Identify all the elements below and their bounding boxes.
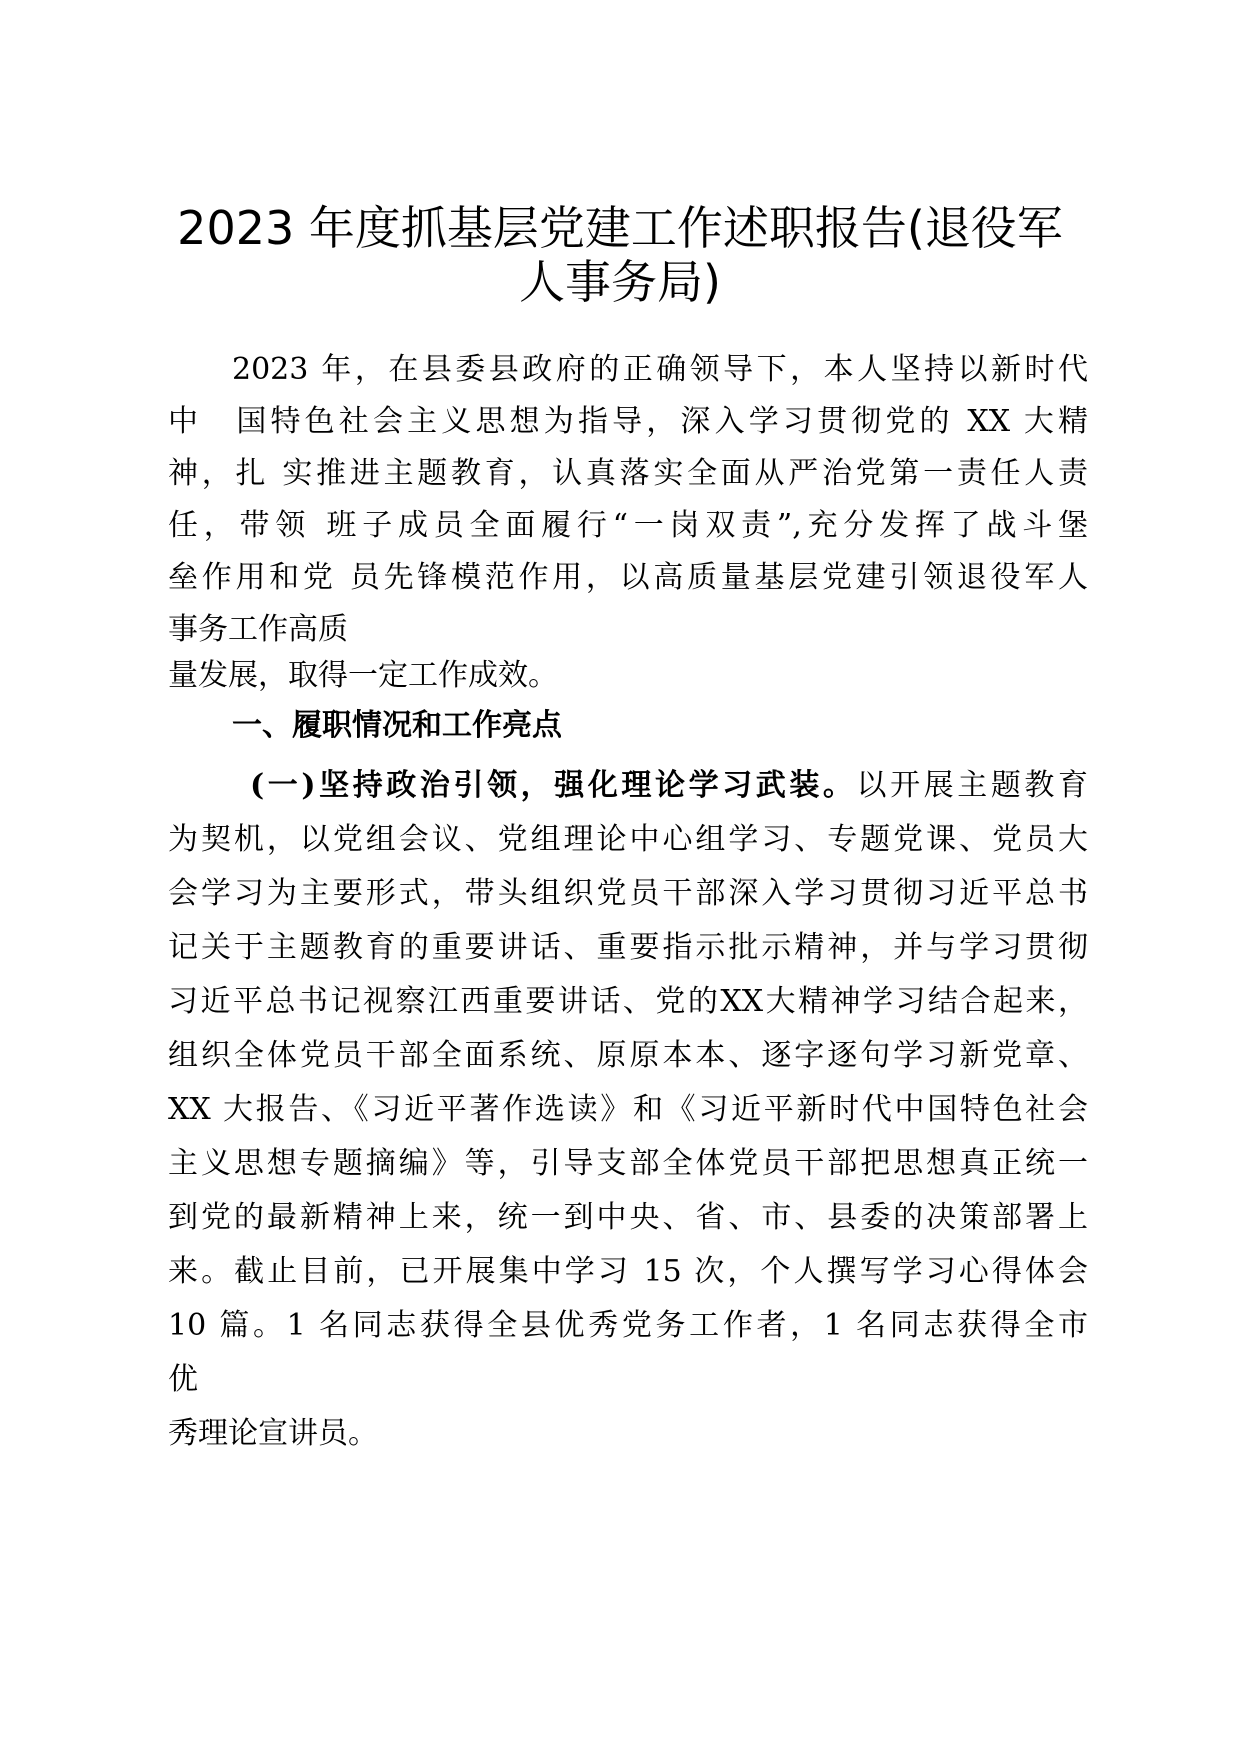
document-title-line-1: 2023 年度抓基层党建工作述职报告(退役军 — [177, 201, 1063, 255]
sub1-line-8: 主义思想专题摘编》等，引导支部全体党员干部把思想真正统一 — [168, 1146, 1088, 1181]
sub1-heading: (一)坚持政治引领，强化理论学习武装。 — [250, 768, 857, 803]
sub1-line-1 — [250, 766, 1088, 806]
intro-line-7: 量发展，取得一定工作成效。 — [168, 658, 558, 693]
sub1-line-10: 来。截止目前，已开展集中学习 15 次，个人撰写学习心得体会 — [168, 1254, 1088, 1289]
sub1-line-13: 秀理论宣讲员。 — [168, 1416, 378, 1451]
sub1-line-7: XX 大报告、《习近平著作选读》和《习近平新时代中国特色社会 — [168, 1092, 1088, 1127]
sub1-line-6: 组织全体党员干部全面系统、原原本本、逐字逐句学习新党章、 — [168, 1038, 1088, 1073]
intro-line-2: 中 国特色社会主义思想为指导，深入学习贯彻党的 XX 大精 — [168, 404, 1088, 439]
sub1-line-4: 记关于主题教育的重要讲话、重要指示批示精神，并与学习贯彻 — [168, 930, 1088, 965]
sub1-line-2: 为契机，以党组会议、党组理论中心组学习、专题党课、党员大 — [168, 822, 1088, 857]
intro-line-3: 神，扎 实推进主题教育，认真落实全面从严治党第一责任人责 — [168, 456, 1088, 491]
sub1-line-11: 10 篇。1 名同志获得全县优秀党务工作者，1 名同志获得全市 — [168, 1308, 1088, 1343]
sub1-line-12: 优 — [168, 1362, 198, 1397]
intro-line-4: 任，带领 班子成员全面履行“一岗双责”,充分发挥了战斗堡 — [168, 508, 1088, 543]
sub1-line-9: 到党的最新精神上来，统一到中央、省、市、县委的决策部署上 — [168, 1200, 1088, 1235]
intro-line-5: 垒作用和党 员先锋模范作用，以高质量基层党建引领退役军人 — [168, 560, 1088, 595]
sub1-line-5: 习近平总书记视察江西重要讲话、党的XX大精神学习结合起来， — [168, 984, 1088, 1019]
section-heading-1: 一、履职情况和工作亮点 — [232, 708, 562, 743]
document-title-line-2: 人事务局) — [519, 255, 721, 309]
sub1-line-3: 会学习为主要形式，带头组织党员干部深入学习贯彻习近平总书 — [168, 876, 1088, 911]
sub1-first-rest: 以开展主题教育 — [856, 768, 1089, 803]
intro-line-1: 2023 年，在县委县政府的正确领导下，本人坚持以新时代 — [232, 352, 1088, 387]
intro-line-6: 事务工作高质 — [168, 612, 348, 647]
